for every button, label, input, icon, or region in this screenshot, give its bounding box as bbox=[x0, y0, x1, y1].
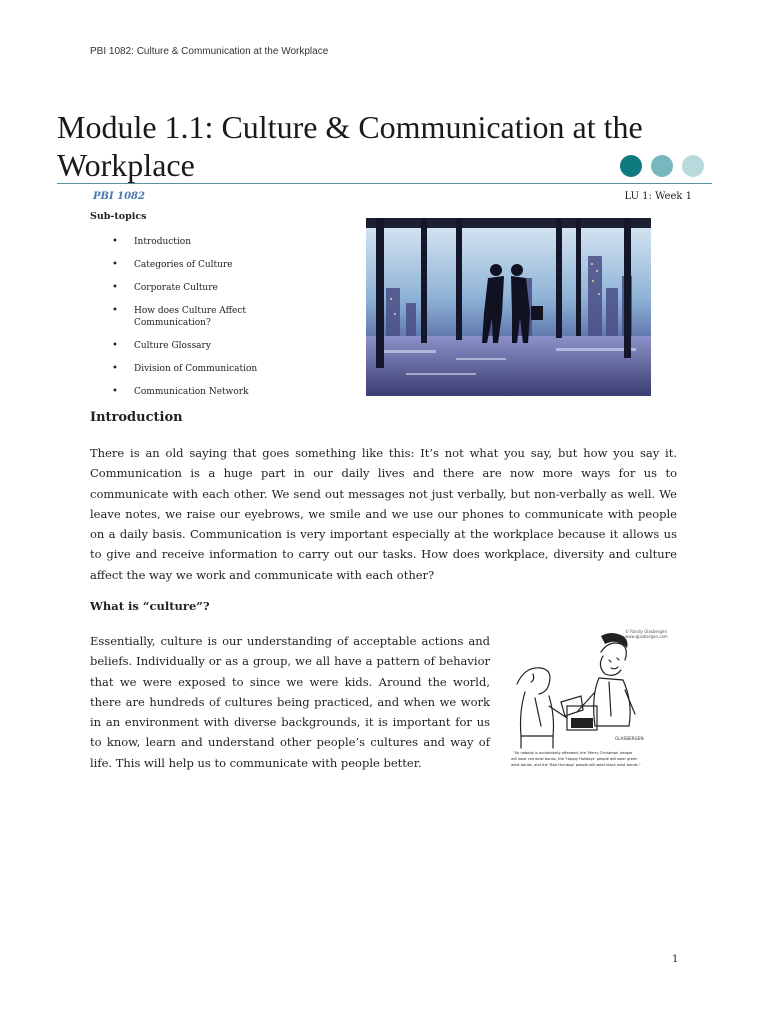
cartoon-credit-url: www.glasbergen.com bbox=[625, 634, 668, 639]
subtopic-item: • Culture Glossary bbox=[100, 340, 290, 352]
title-divider bbox=[57, 183, 712, 184]
subtopic-item: • Division of Communication bbox=[100, 363, 290, 375]
subtopic-item: • Introduction bbox=[100, 236, 290, 248]
subtopics-heading: Sub-topics bbox=[90, 211, 147, 222]
introduction-heading: Introduction bbox=[90, 410, 183, 425]
running-header: PBI 1082: Culture & Communication at the Workplace bbox=[90, 46, 329, 57]
subtopic-item: • How does Culture Affect Communication? bbox=[100, 305, 290, 329]
introduction-paragraph: There is an old saying that goes something like this: It’s not what you say, but how you say it. Communication is a huge part in our daily lives and there are now more ways for us to communicate with each other. We send out messages not just verbally, but non-verbally as well. We leave notes, we raise our eyebrows, we smile and we use our phones to communicate with people on a daily basis. Communication is very important especially at the workplace because it allows us to give and receive information to carry out our tasks. How does workplace, diversity and culture affect the way we work and communicate with each other? bbox=[90, 446, 677, 582]
page-title: Module 1.1: Culture & Communication at the Workplace bbox=[57, 109, 643, 183]
cartoon-illustration bbox=[505, 626, 673, 776]
subtopic-item: • Communication Network bbox=[100, 386, 290, 398]
subtopic-item: • Corporate Culture bbox=[100, 282, 290, 294]
decorative-dot-dark bbox=[620, 155, 642, 177]
cartoon-caption-line: will wear red wrist bands, the ‘Happy Holidays’ people will wear green bbox=[511, 757, 638, 761]
cartoon-credit: © Randy Glasbergen bbox=[625, 629, 667, 634]
decorative-dot-medium bbox=[651, 155, 673, 177]
decorative-dot-light bbox=[682, 155, 704, 177]
culture-paragraph: Essentially, culture is our understanding of acceptable actions and beliefs. Individually or as a group, we all have a pattern of behavior that we were exposed to since we were kids. Around the world, there are hundreds of cultures being practiced, and when we work in an environment with diverse backgrounds, it is important for us to know, learn and understand other people’s cultures and way of life. This will help us to communicate with people better. bbox=[90, 634, 490, 770]
cartoon-caption-line: “So nobody is accidentally offended, the ‘Merry Christmas’ people bbox=[513, 751, 633, 755]
office-photo bbox=[366, 218, 651, 396]
office-photo-illustration bbox=[366, 218, 651, 396]
subtopics-list bbox=[100, 236, 290, 409]
culture-heading: What is “culture”? bbox=[90, 599, 210, 613]
page-number: 1 bbox=[672, 954, 679, 965]
week-label: LU 1: Week 1 bbox=[624, 191, 692, 202]
cartoon-caption-line: wrist bands, and the ‘Bah Humbug’ people will wear black wrist bands.” bbox=[511, 763, 641, 767]
subtopic-item: • Categories of Culture bbox=[100, 259, 290, 271]
course-code: PBI 1082 bbox=[93, 191, 145, 202]
cartoon-signature: GLASBERGEN bbox=[615, 736, 644, 741]
cartoon-box bbox=[571, 718, 593, 728]
